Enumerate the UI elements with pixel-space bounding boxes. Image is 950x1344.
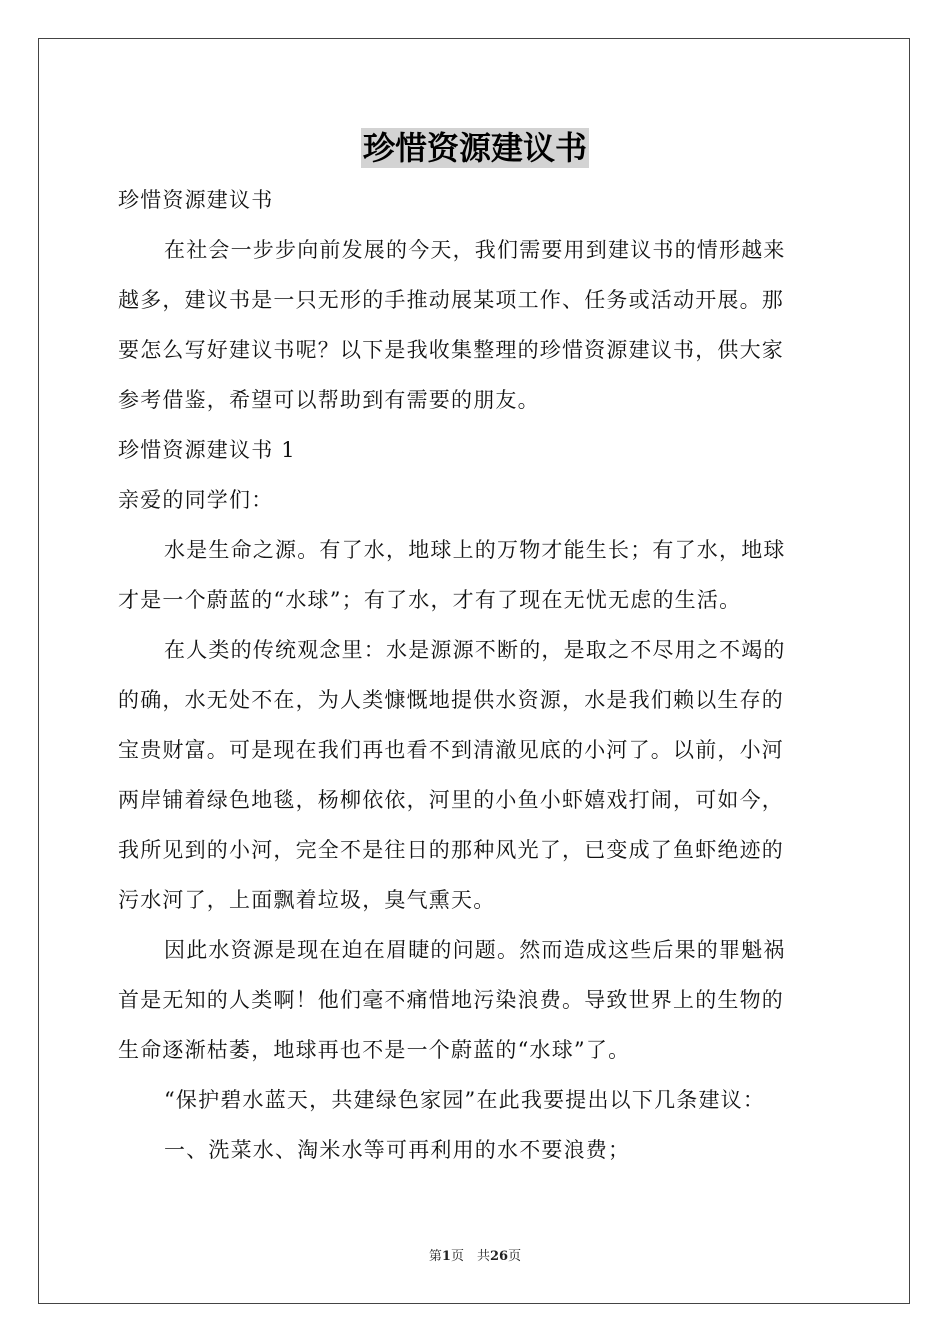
footer-suffix: 页 bbox=[508, 1249, 522, 1264]
paragraph-line: 参考借鉴，希望可以帮助到有需要的朋友。 bbox=[118, 388, 540, 412]
section-heading: 珍惜资源建议书 1 bbox=[118, 438, 296, 462]
footer-current-page: 1 bbox=[441, 1249, 451, 1264]
page-border bbox=[38, 38, 910, 1304]
paragraph-line: 水是生命之源。有了水，地球上的万物才能生长；有了水，地球 bbox=[164, 538, 786, 562]
subtitle-line: 珍惜资源建议书 bbox=[118, 188, 274, 212]
paragraph-line: 生命逐渐枯萎，地球再也不是一个蔚蓝的“水球”了。 bbox=[118, 1038, 631, 1062]
paragraph-line: 要怎么写好建议书呢？以下是我收集整理的珍惜资源建议书，供大家 bbox=[118, 338, 784, 362]
paragraph-line: 在社会一步步向前发展的今天，我们需要用到建议书的情形越来 bbox=[164, 238, 786, 262]
paragraph-line: 宝贵财富。可是现在我们再也看不到清澈见底的小河了。以前，小河 bbox=[118, 738, 784, 762]
footer-total-pages: 26 bbox=[489, 1249, 509, 1264]
paragraph-line: 才是一个蔚蓝的“水球”；有了水，才有了现在无忧无虑的生活。 bbox=[118, 588, 742, 612]
title-container bbox=[0, 128, 950, 168]
paragraph-line: 的确，水无处不在，为人类慷慨地提供水资源，水是我们赖以生存的 bbox=[118, 688, 784, 712]
paragraph-line: 因此水资源是现在迫在眉睫的问题。然而造成这些后果的罪魁祸 bbox=[164, 938, 786, 962]
page-footer bbox=[0, 1248, 950, 1266]
paragraph-line: 首是无知的人类啊！他们毫不痛惜地污染浪费。导致世界上的生物的 bbox=[118, 988, 784, 1012]
paragraph-line: 我所见到的小河，完全不是往日的那种风光了，已变成了鱼虾绝迹的 bbox=[118, 838, 784, 862]
paragraph-line: 污水河了，上面飘着垃圾，臭气熏天。 bbox=[118, 888, 496, 912]
footer-prefix: 第 bbox=[428, 1249, 442, 1264]
salutation: 亲爱的同学们： bbox=[118, 488, 274, 512]
paragraph-line: 在人类的传统观念里：水是源源不断的，是取之不尽用之不竭的 bbox=[164, 638, 786, 662]
list-item: 一、洗菜水、淘米水等可再利用的水不要浪费； bbox=[164, 1138, 631, 1162]
document-title: 珍惜资源建议书 bbox=[362, 129, 587, 167]
paragraph-line: 越多，建议书是一只无形的手推动展某项工作、任务或活动开展。那 bbox=[118, 288, 784, 312]
footer-mid: 页 共 bbox=[450, 1249, 490, 1264]
paragraph-line: “保护碧水蓝天，共建绿色家园”在此我要提出以下几条建议： bbox=[164, 1088, 766, 1112]
paragraph-line: 两岸铺着绿色地毯，杨柳依依，河里的小鱼小虾嬉戏打闹，可如今， bbox=[118, 788, 784, 812]
